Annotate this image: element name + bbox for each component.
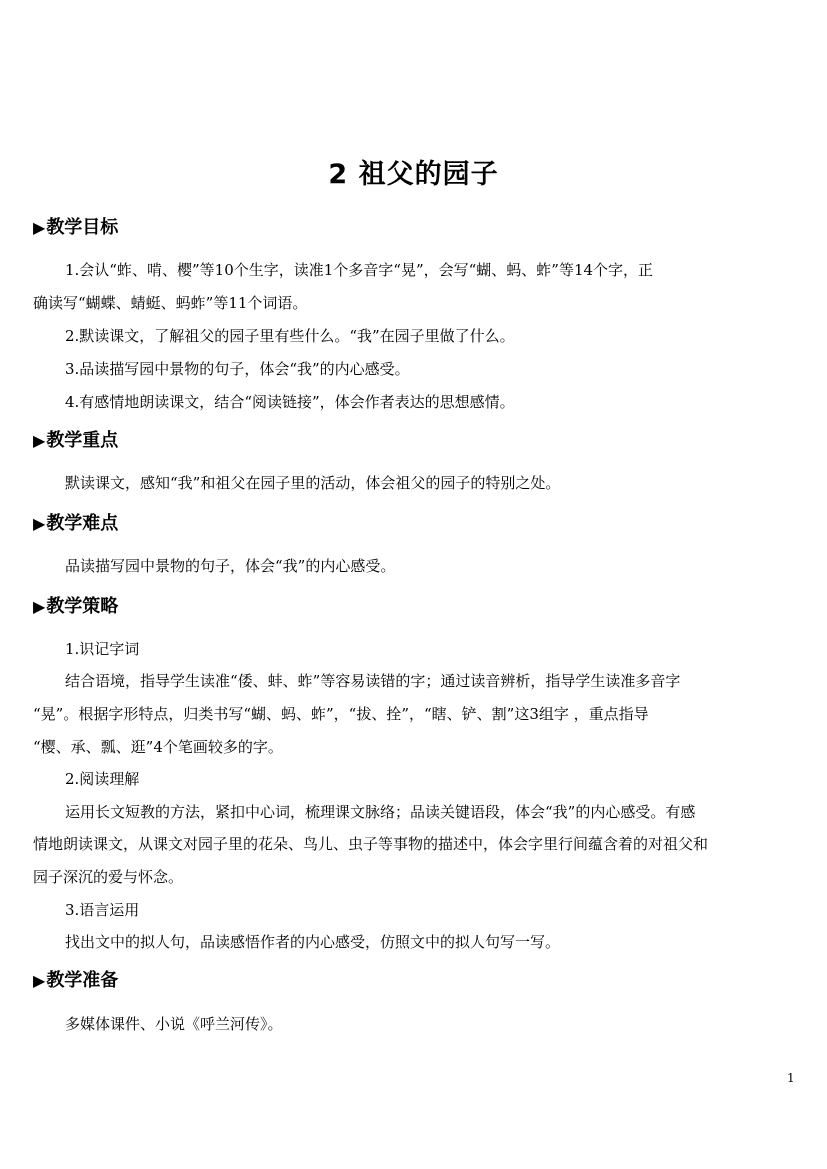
key-point-text: 默读课文，感知“我”和祖父在园子里的活动，体会祖父的园子的特别之处。 <box>65 474 561 492</box>
strategy-line: “晃”。根据字形特点，归类书写“蝴、蚂、蚱”，“拔、拴”，“瞎、铲、割”这3组字 ，重点指导 <box>33 705 649 723</box>
strategy-line: 情地朗读课文，从课文对园子里的花朵、鸟儿、虫子等事物的描述中，体会字里行间蕴含着的对祖父和 <box>33 835 709 853</box>
triangle-bullet-icon: ▶ <box>33 218 46 237</box>
strategy-sub-heading: 3.语言运用 <box>65 901 140 919</box>
page-number: 1 <box>787 1071 795 1085</box>
strategy-sub-heading: 1.识记字词 <box>65 640 140 658</box>
strategy-line: “樱、承、瓢、逛”4个笔画较多的字。 <box>33 738 283 756</box>
triangle-bullet-icon: ▶ <box>33 514 46 533</box>
goal-line-1: 1.会认“蚱、啃、樱”等10个生字，读准1个多音字“晃”，会写“蝴、蚂、蚱”等14个字，正 <box>65 261 654 279</box>
triangle-bullet-icon: ▶ <box>33 431 46 450</box>
section-heading-goals: ▶教学目标 <box>33 217 119 238</box>
triangle-bullet-icon: ▶ <box>33 971 46 990</box>
strategy-line: 找出文中的拟人句，品读感悟作者的内心感受，仿照文中的拟人句写一写。 <box>65 933 561 951</box>
goal-line-2: 2.默读课文，了解祖父的园子里有些什么。“我”在园子里做了什么。 <box>65 327 515 345</box>
triangle-bullet-icon: ▶ <box>33 597 46 616</box>
section-heading-key: ▶教学重点 <box>33 430 119 451</box>
strategy-line: 园子深沉的爱与怀念。 <box>33 868 184 886</box>
section-heading-difficulty: ▶教学难点 <box>33 513 119 534</box>
strategy-line: 运用长文短教的方法，紧扣中心词，梳理课文脉络；品读关键语段，体会“我”的内心感受。有感 <box>65 803 696 821</box>
goal-line-1-cont: 确读写“蝴蝶、蜻蜓、蚂蚱”等11个词语。 <box>33 294 308 312</box>
section-heading-strategy: ▶教学策略 <box>33 596 119 617</box>
section-heading-prep: ▶教学准备 <box>33 970 119 991</box>
strategy-line: 结合语境，指导学生读准“倭、蚌、蚱”等容易读错的字；通过读音辨析，指导学生读准多音字 <box>65 672 681 690</box>
goal-line-3: 3.品读描写园中景物的句子，体会“我”的内心感受。 <box>65 360 410 378</box>
prep-text: 多媒体课件、小说《呼兰河传》。 <box>65 1015 283 1033</box>
goal-line-4: 4.有感情地朗读课文，结合“阅读链接”，体会作者表达的思想感情。 <box>65 393 515 411</box>
document-title: 2 祖父的园子 <box>328 159 499 190</box>
strategy-sub-heading: 2.阅读理解 <box>65 770 140 788</box>
difficulty-text: 品读描写园中景物的句子，体会“我”的内心感受。 <box>65 557 396 575</box>
